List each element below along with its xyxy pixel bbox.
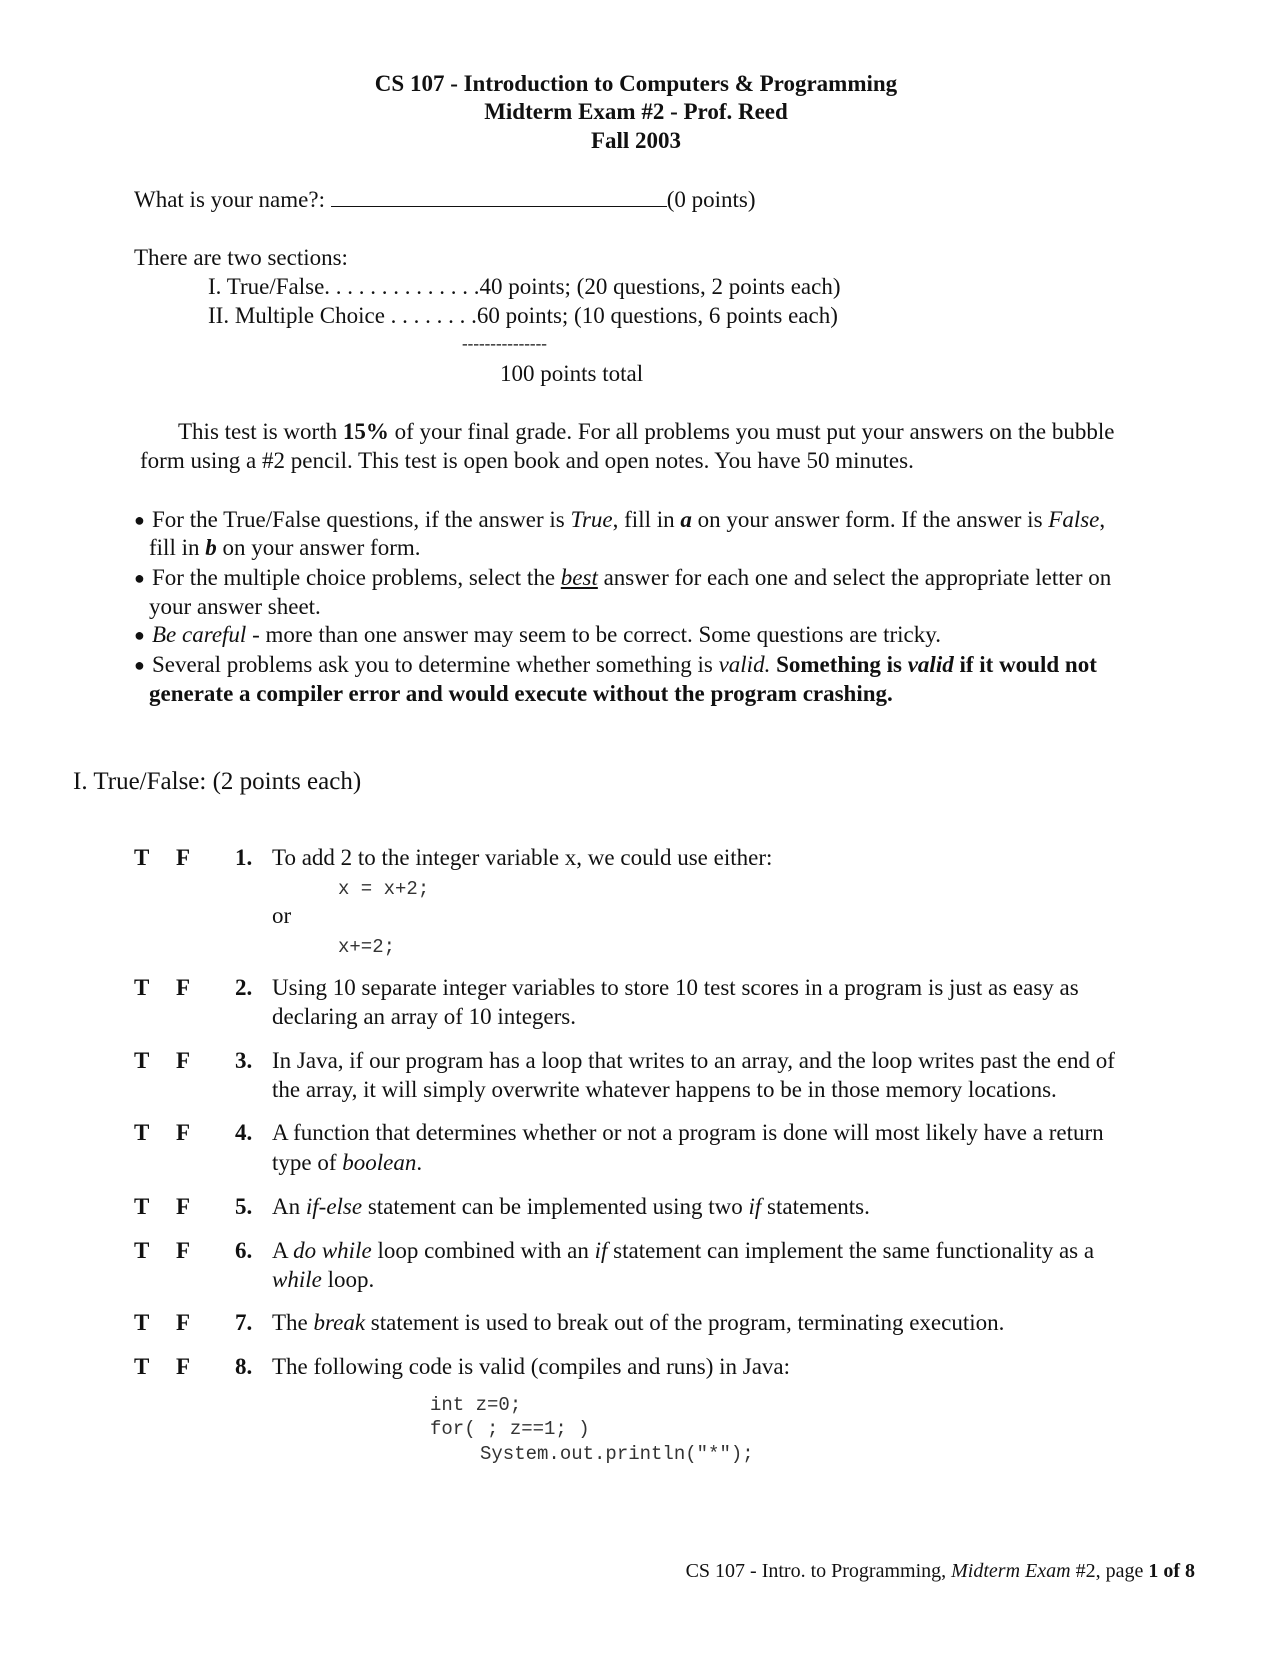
exam-title: Midterm Exam #2 - Prof. Reed — [484, 99, 788, 124]
text: The — [272, 1310, 314, 1335]
text: type of — [272, 1150, 343, 1175]
question-text — [272, 1266, 374, 1294]
false-option[interactable]: F — [176, 1048, 191, 1073]
text: statement can implement the same functionality as a — [607, 1238, 1095, 1263]
bullet-text — [152, 651, 1097, 679]
bullet-icon: ● — [134, 568, 145, 588]
text: , — [1099, 507, 1106, 532]
question-text: To add 2 to the integer variable x, we could use either: — [272, 845, 773, 870]
instructions-line: form using a #2 pencil. This test is open book and open notes. You have 50 minutes. — [140, 448, 914, 473]
text: boolean — [342, 1150, 417, 1175]
text: An — [272, 1194, 306, 1219]
name-prompt — [134, 186, 756, 214]
question-text — [272, 1237, 1094, 1265]
true-option[interactable]: T — [134, 845, 150, 870]
text: if it would not — [953, 652, 1097, 677]
text: - more than one answer may seem to be correct. Some questions are tricky. — [246, 622, 941, 647]
question-number: 8. — [235, 1354, 253, 1379]
page-footer — [686, 1557, 1195, 1585]
points-total: 100 points total — [500, 361, 644, 386]
question-text: declaring an array of 10 integers. — [272, 1004, 576, 1029]
text: statement can be implemented using two — [362, 1194, 749, 1219]
question-number: 1. — [235, 845, 253, 870]
false-option[interactable]: F — [176, 1354, 191, 1379]
text: best — [560, 565, 598, 590]
true-option[interactable]: T — [134, 1048, 150, 1073]
question-text: or — [272, 903, 292, 928]
text: fill in — [149, 535, 206, 560]
text: Something is — [770, 652, 908, 677]
text: True — [570, 507, 613, 532]
bullet-icon: ● — [134, 625, 145, 645]
false-option[interactable]: F — [176, 1120, 191, 1145]
section-item: II. Multiple Choice . . . . . . . .60 points; (10 questions, 6 points each) — [208, 303, 838, 328]
false-option[interactable]: F — [176, 845, 191, 870]
question-text: the array, it will simply overwrite whatever happens to be in those memory locations. — [272, 1077, 1057, 1102]
question-text — [272, 1309, 1004, 1337]
true-option[interactable]: T — [134, 1194, 150, 1219]
question-number: 4. — [235, 1120, 253, 1145]
text: loop. — [321, 1267, 375, 1292]
text: statements. — [761, 1194, 870, 1219]
text: if — [594, 1238, 608, 1263]
code-line: System.out.println("*"); — [480, 1443, 754, 1465]
text: False — [1048, 507, 1100, 532]
question-text: In Java, if our program has a loop that writes to an array, and the loop writes past the end of — [272, 1048, 1115, 1073]
true-option[interactable]: T — [134, 1238, 150, 1263]
text: of your final grade. For all problems you must put your answers on the bubble — [388, 419, 1115, 444]
bullet-text — [152, 564, 1111, 592]
instructions-line — [178, 418, 1115, 446]
question-text: A function that determines whether or not a program is done will most likely have a return — [272, 1120, 1104, 1145]
text: b — [205, 535, 217, 560]
false-option[interactable]: F — [176, 1238, 191, 1263]
bullet-text — [152, 621, 941, 649]
code-line: x+=2; — [338, 936, 396, 958]
text: Midterm Exam — [951, 1560, 1071, 1582]
name-points: (0 points) — [666, 187, 756, 212]
false-option[interactable]: F — [176, 1194, 191, 1219]
question-text: The following code is valid (compiles and runs) in Java: — [272, 1354, 791, 1379]
sections-intro: There are two sections: — [134, 245, 348, 270]
true-option[interactable]: T — [134, 1310, 150, 1335]
text: a — [680, 507, 692, 532]
percent-weight: 15% — [342, 419, 389, 444]
name-label: What is your name?: — [134, 187, 331, 212]
false-option[interactable]: F — [176, 975, 191, 1000]
question-number: 6. — [235, 1238, 253, 1263]
text: on your answer form. If the answer is — [691, 507, 1049, 532]
question-number: 3. — [235, 1048, 253, 1073]
text: Be careful — [152, 622, 247, 647]
text: do while — [293, 1238, 372, 1263]
total-divider: --------------- — [462, 334, 547, 353]
text: valid — [907, 652, 954, 677]
text: break — [313, 1310, 366, 1335]
text: while — [272, 1267, 322, 1292]
section-item: I. True/False. . . . . . . . . . . . . .40 points; (20 questions, 2 points each) — [208, 274, 841, 299]
text: valid. — [718, 652, 771, 677]
bullet-text: generate a compiler error and would execute without the program crashing. — [149, 681, 893, 706]
page-number: 1 of 8 — [1148, 1560, 1195, 1582]
question-text — [272, 1149, 422, 1177]
text: A — [272, 1238, 294, 1263]
text: on your answer form. — [216, 535, 421, 560]
code-line: x = x+2; — [338, 878, 430, 900]
course-title: CS 107 - Introduction to Computers & Programming — [374, 71, 898, 96]
true-option[interactable]: T — [134, 975, 150, 1000]
text: This test is worth — [178, 419, 343, 444]
text: For the multiple choice problems, select the — [152, 565, 561, 590]
text: , fill in — [612, 507, 681, 532]
text: if — [748, 1194, 762, 1219]
true-option[interactable]: T — [134, 1120, 150, 1145]
question-number: 7. — [235, 1310, 253, 1335]
question-number: 2. — [235, 975, 253, 1000]
bullet-icon: ● — [134, 510, 145, 530]
bullet-text — [152, 506, 1105, 534]
true-option[interactable]: T — [134, 1354, 150, 1379]
name-blank[interactable] — [331, 186, 667, 207]
text: . — [416, 1150, 423, 1175]
bullet-text — [149, 534, 421, 562]
bullet-icon: ● — [134, 655, 145, 675]
text: if-else — [305, 1194, 363, 1219]
text: For the True/False questions, if the answer is — [152, 507, 571, 532]
text: statement is used to break out of the program, terminating execution. — [365, 1310, 1005, 1335]
term: Fall 2003 — [590, 128, 682, 153]
text: Several problems ask you to determine whether something is — [152, 652, 719, 677]
question-text — [272, 1193, 870, 1221]
text: loop combined with an — [371, 1238, 595, 1263]
bullet-text: your answer sheet. — [149, 594, 321, 619]
text: #2, page — [1070, 1560, 1149, 1582]
question-text: Using 10 separate integer variables to store 10 test scores in a program is just as easy as — [272, 975, 1079, 1000]
text: answer for each one and select the appropriate letter on — [597, 565, 1112, 590]
code-line: int z=0; — [430, 1394, 522, 1416]
question-number: 5. — [235, 1194, 253, 1219]
text: CS 107 - Intro. to Programming, — [685, 1560, 952, 1582]
code-line: for( ; z==1; ) — [430, 1418, 590, 1440]
section-heading: I. True/False: (2 points each) — [73, 768, 362, 795]
false-option[interactable]: F — [176, 1310, 191, 1335]
